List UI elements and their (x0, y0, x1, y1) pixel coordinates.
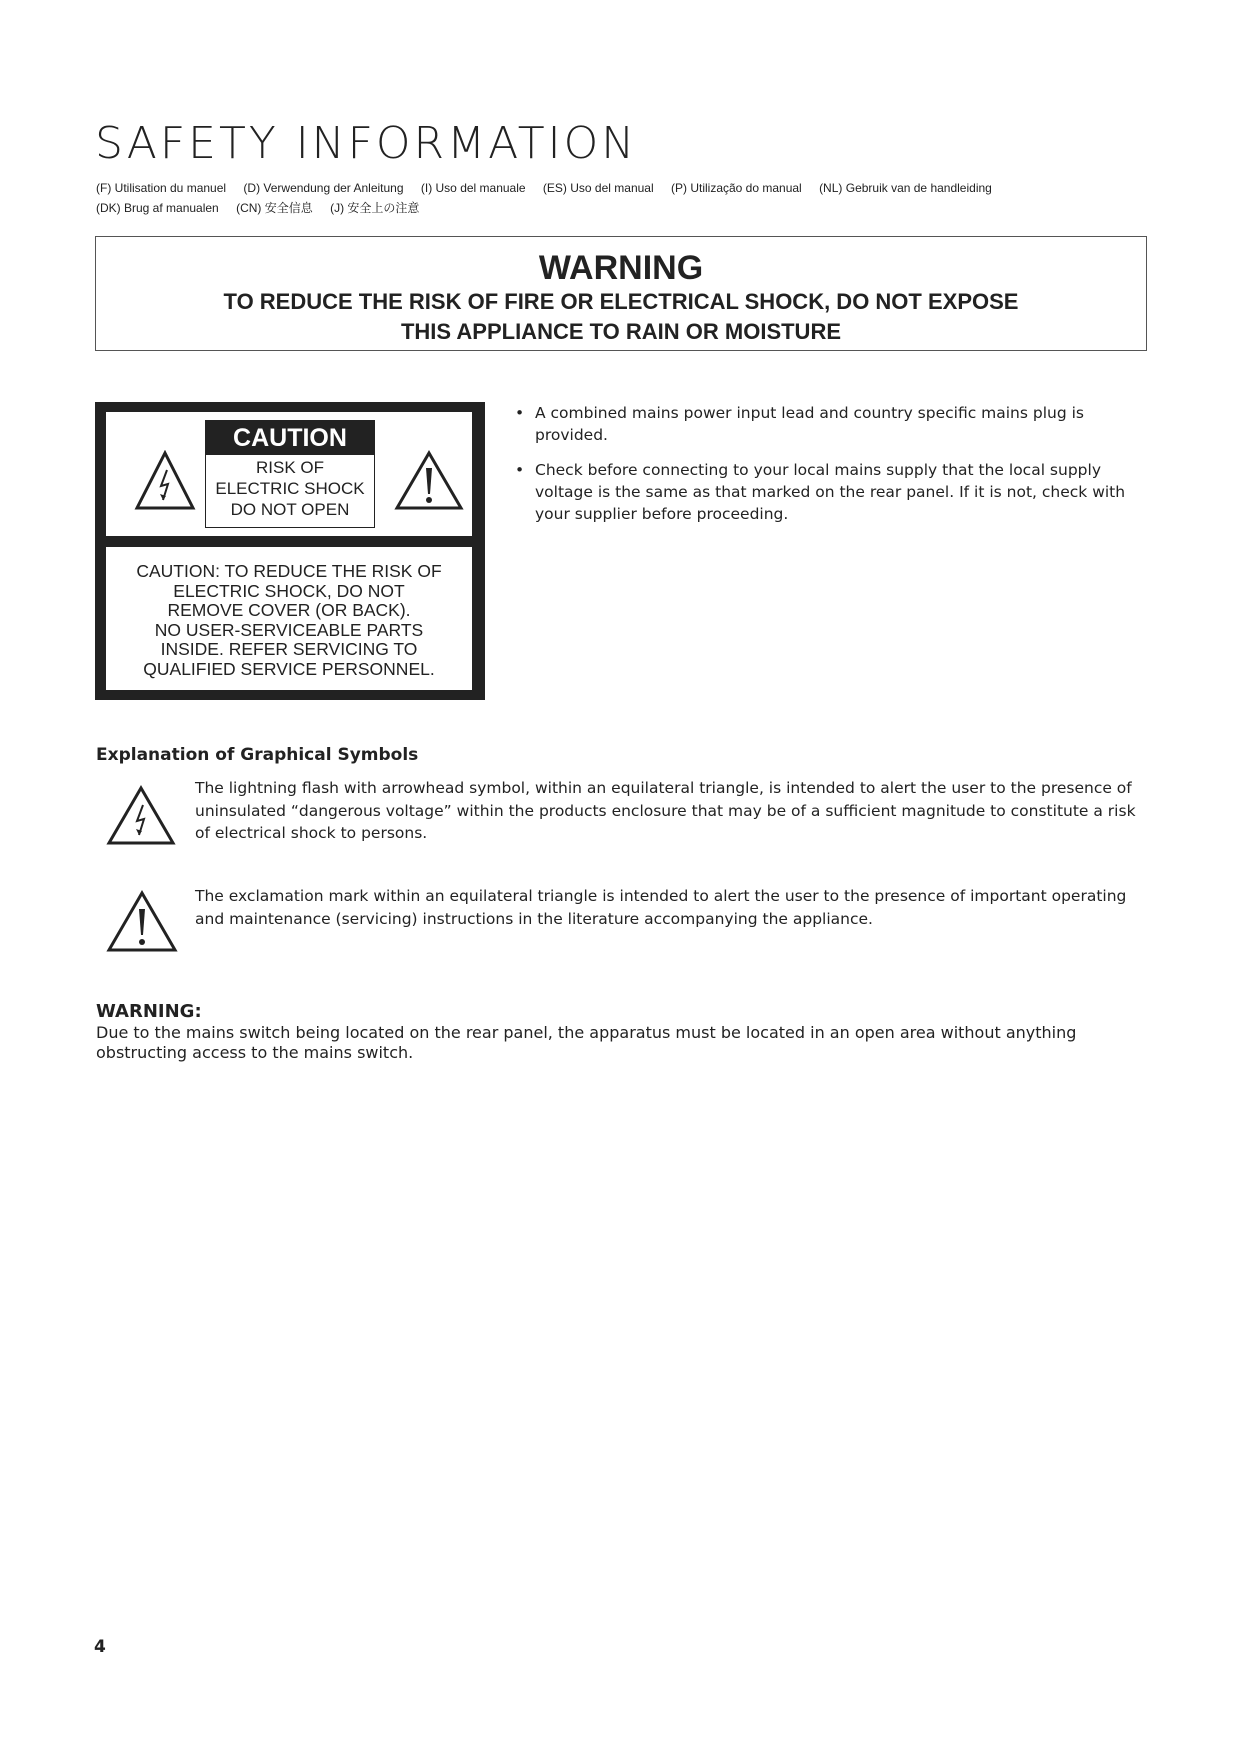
warning-line-2: THIS APPLIANCE TO RAIN OR MOISTURE (400, 319, 842, 344)
caution-label-panel (95, 402, 485, 700)
caution-body-line: CAUTION: TO REDUCE THE RISK OF (136, 561, 442, 581)
bullet-list (515, 402, 1145, 538)
exclamation-symbol-description: The exclamation mark within an equilateral triangle is intended to alert the user to the presence of important operating and maintenance (servicing) instructions in the literature accompanying the appliance. (195, 887, 1127, 928)
language-item: (P) Utilização do manual (670, 181, 802, 195)
language-item: (NL) Gebruik van de handleiding (819, 181, 992, 195)
exclamation-triangle-icon (106, 890, 178, 954)
warning-line-1: TO REDUCE THE RISK OF FIRE OR ELECTRICAL SHOCK, DO NOT EXPOSE (223, 289, 1019, 314)
language-item: (CN) 安全信息 (236, 201, 313, 215)
caution-body-line: QUALIFIED SERVICE PERSONNEL. (143, 658, 435, 679)
caution-body-line: REMOVE COVER (OR BACK). (167, 600, 411, 620)
list-item (515, 459, 1145, 525)
symbols-heading: Explanation of Graphical Symbols (96, 745, 419, 765)
lightning-triangle-icon (106, 785, 176, 847)
lightning-symbol-description: The lightning flash with arrowhead symbol, within an equilateral triangle, is intended to alert the user to the presence of uninsulated “dangerous voltage” within the products enclosure that may be of a sufficient magnitude to constitute a risk of electrical shock to persons. (195, 779, 1136, 842)
bullet-text: A combined mains power input lead and country specific mains plug is provided. (535, 404, 1085, 444)
language-item: (DK) Brug af manualen (96, 201, 219, 215)
page-title: SAFETY INFORMATION (95, 118, 638, 169)
caution-warning-label (205, 420, 375, 528)
language-item: (F) Utilisation du manuel (96, 181, 227, 195)
language-item: (ES) Uso del manual (542, 181, 654, 195)
mains-warning-text: Due to the mains switch being located on the rear panel, the apparatus must be located in an open area without anything obstructing access to the mains switch. (96, 1023, 1077, 1062)
caution-body (106, 547, 472, 690)
caution-body-line: INSIDE. REFER SERVICING TO (160, 639, 418, 659)
caution-body-line: ELECTRIC SHOCK, DO NOT (173, 580, 405, 601)
bullet-dot: • (515, 461, 525, 479)
mains-warning-heading: WARNING: (96, 1001, 202, 1022)
caution-sub-line: RISK OF (255, 458, 324, 477)
language-line-2 (96, 199, 433, 216)
lightning-triangle-icon (134, 450, 196, 512)
bullet-text: Check before connecting to your local mains supply that the local supply voltage is the same as that marked on the rear panel. If it is not, check with your supplier before proceeding. (535, 461, 1126, 523)
caution-heading: CAUTION (206, 421, 374, 455)
caution-sub-line: DO NOT OPEN (230, 500, 350, 519)
language-line-1 (96, 181, 1006, 195)
warning-box (95, 236, 1147, 351)
warning-title: WARNING (538, 249, 704, 287)
caution-sub-line: ELECTRIC SHOCK (215, 479, 365, 498)
language-item: (D) Verwendung der Anleitung (243, 181, 404, 195)
caution-body-line: NO USER-SERVICEABLE PARTS (154, 619, 424, 640)
page-number: 4 (94, 1637, 106, 1657)
exclamation-triangle-icon (394, 450, 464, 512)
language-item: (I) Uso del manuale (420, 181, 526, 195)
caution-label-top (106, 412, 472, 536)
language-item: (J) 安全上の注意 (330, 201, 420, 215)
caution-sub-text (206, 457, 374, 520)
list-item (515, 402, 1145, 446)
bullet-dot: • (515, 404, 525, 422)
